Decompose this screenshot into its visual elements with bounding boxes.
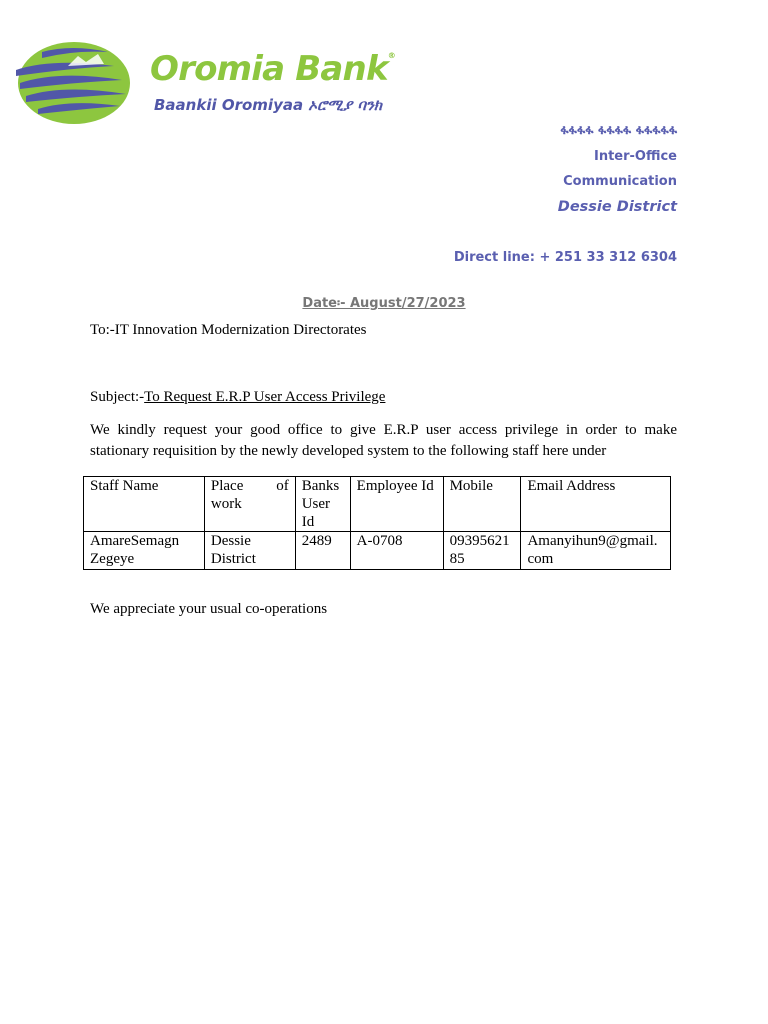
oromia-bank-emblem-icon: [12, 38, 134, 128]
table-row: [84, 532, 671, 570]
header-banks-user-id: Banks User Id: [295, 477, 350, 532]
header-communication: Communication: [563, 174, 677, 189]
header-amharic-line: ፋፋፋፋ ፋፋፋፋ ፋፋፋፋፋ: [560, 123, 677, 138]
cell-banks-user-id: 2489: [295, 532, 350, 570]
bank-tagline: Baankii Oromiyaa ኦሮሚያ ባንክ: [154, 96, 382, 114]
cell-mobile: 0939562185: [443, 532, 521, 570]
letter-recipient: To:-IT Innovation Modernization Directorates: [90, 322, 367, 338]
header-employee-id: Employee Id: [350, 477, 443, 532]
staff-table: [83, 476, 671, 570]
header-district: Dessie District: [557, 199, 677, 215]
letter-closing: We appreciate your usual co-operations: [90, 601, 328, 617]
bank-name: Oromia Bank®: [150, 49, 395, 89]
header-inter-office: Inter-Office: [593, 149, 677, 164]
subject-text: To Request E.R.P User Access Privilege: [144, 389, 386, 405]
header-staff-name: Staff Name: [84, 477, 205, 532]
subject-prefix: Subject:-: [90, 389, 145, 405]
bank-logo: [12, 38, 432, 130]
letter-body: We kindly request your good office to give E.R.P user access privilege in order to make stationary requisition by the newly developed system to the following staff here under: [90, 422, 677, 459]
cell-employee-id: A-0708: [350, 532, 443, 570]
header-email-address: Email Address: [521, 477, 671, 532]
header-place-of-work: Place of work: [204, 477, 295, 532]
cell-staff-name: AmareSemagn Zegeye: [84, 532, 205, 570]
cell-place-of-work: Dessie District: [204, 532, 295, 570]
letter-date: Date፡- August/27/2023: [302, 296, 466, 311]
cell-email: Amanyihun9@gmail.com: [521, 532, 671, 570]
header-direct-line: Direct line: + 251 33 312 6304: [453, 250, 677, 265]
table-header-row: [84, 477, 671, 532]
header-mobile: Mobile: [443, 477, 521, 532]
letter-subject-line: [90, 387, 677, 408]
